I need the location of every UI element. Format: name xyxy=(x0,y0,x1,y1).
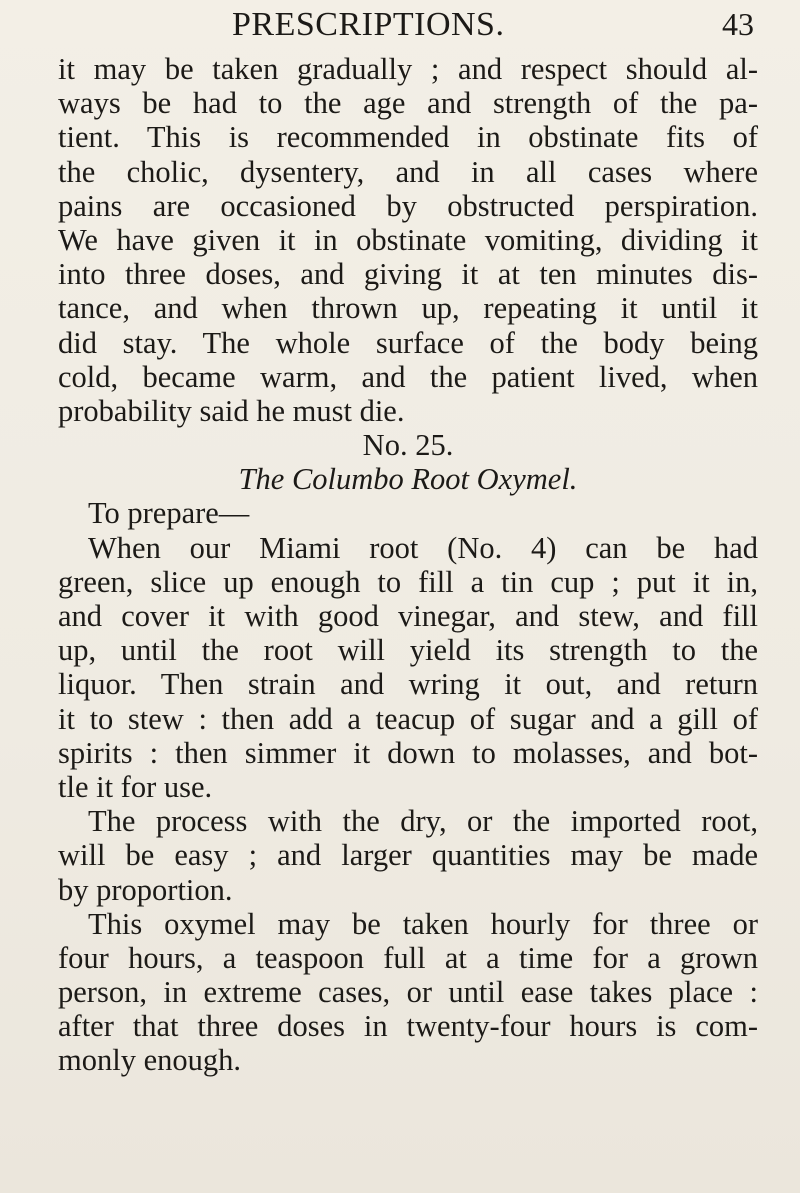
text-line: four hours, a teaspoon full at a time for a grown xyxy=(58,940,758,975)
text-line: into three doses, and giving it at ten minutes dis- xyxy=(58,257,758,292)
text-line: tance, and when thrown up, repeating it until it xyxy=(58,291,758,326)
page-header xyxy=(0,6,800,46)
text-line: by proportion. xyxy=(58,872,233,907)
text-line: and cover it with good vinegar, and stew, and fill xyxy=(58,599,758,633)
text-line: This oxymel may be taken hourly for three or xyxy=(88,906,758,941)
page-number: 43 xyxy=(722,6,754,42)
text-line: cold, became warm, and the patient lived, when xyxy=(58,359,758,394)
recipe-number: No. 25. xyxy=(362,428,454,463)
text-line: pains are occasioned by obstructed perspiration. xyxy=(58,188,758,223)
text-line: When our Miami root (No. 4) can be had xyxy=(88,530,758,565)
text-line: the cholic, dysentery, and in all cases where xyxy=(58,154,758,189)
text-line: To prepare— xyxy=(88,496,250,531)
page-body xyxy=(58,52,758,1078)
text-line: ways be had to the age and strength of the pa- xyxy=(58,86,758,121)
text-line: spirits : then simmer it down to molasses, and bot- xyxy=(58,735,758,770)
text-line: tle it for use. xyxy=(58,769,213,804)
text-line: up, until the root will yield its strength to the xyxy=(58,633,758,668)
text-line: tient. This is recommended in obstinate fits of xyxy=(58,120,758,155)
running-title: PRESCRIPTIONS. xyxy=(232,6,505,43)
text-line: did stay. The whole surface of the body being xyxy=(58,325,758,360)
text-line: will be easy ; and larger quantities may be made xyxy=(58,838,758,873)
text-line: after that three doses in twenty-four hours is com- xyxy=(58,1009,758,1044)
text-line: it may be taken gradually ; and respect should al- xyxy=(58,52,758,86)
text-line: monly enough. xyxy=(58,1043,241,1078)
text-line: probability said he must die. xyxy=(58,393,405,428)
text-line: it to stew : then add a teacup of sugar and a gill of xyxy=(58,701,758,736)
text-line: We have given it in obstinate vomiting, dividing it xyxy=(58,222,758,257)
text-line: person, in extreme cases, or until ease takes place : xyxy=(58,975,758,1010)
text-line: liquor. Then strain and wring it out, and return xyxy=(58,667,758,702)
text-line: The process with the dry, or the imported root, xyxy=(88,804,758,839)
recipe-title: The Columbo Root Oxymel. xyxy=(238,462,578,497)
text-line: green, slice up enough to fill a tin cup ; put it in, xyxy=(58,564,758,599)
